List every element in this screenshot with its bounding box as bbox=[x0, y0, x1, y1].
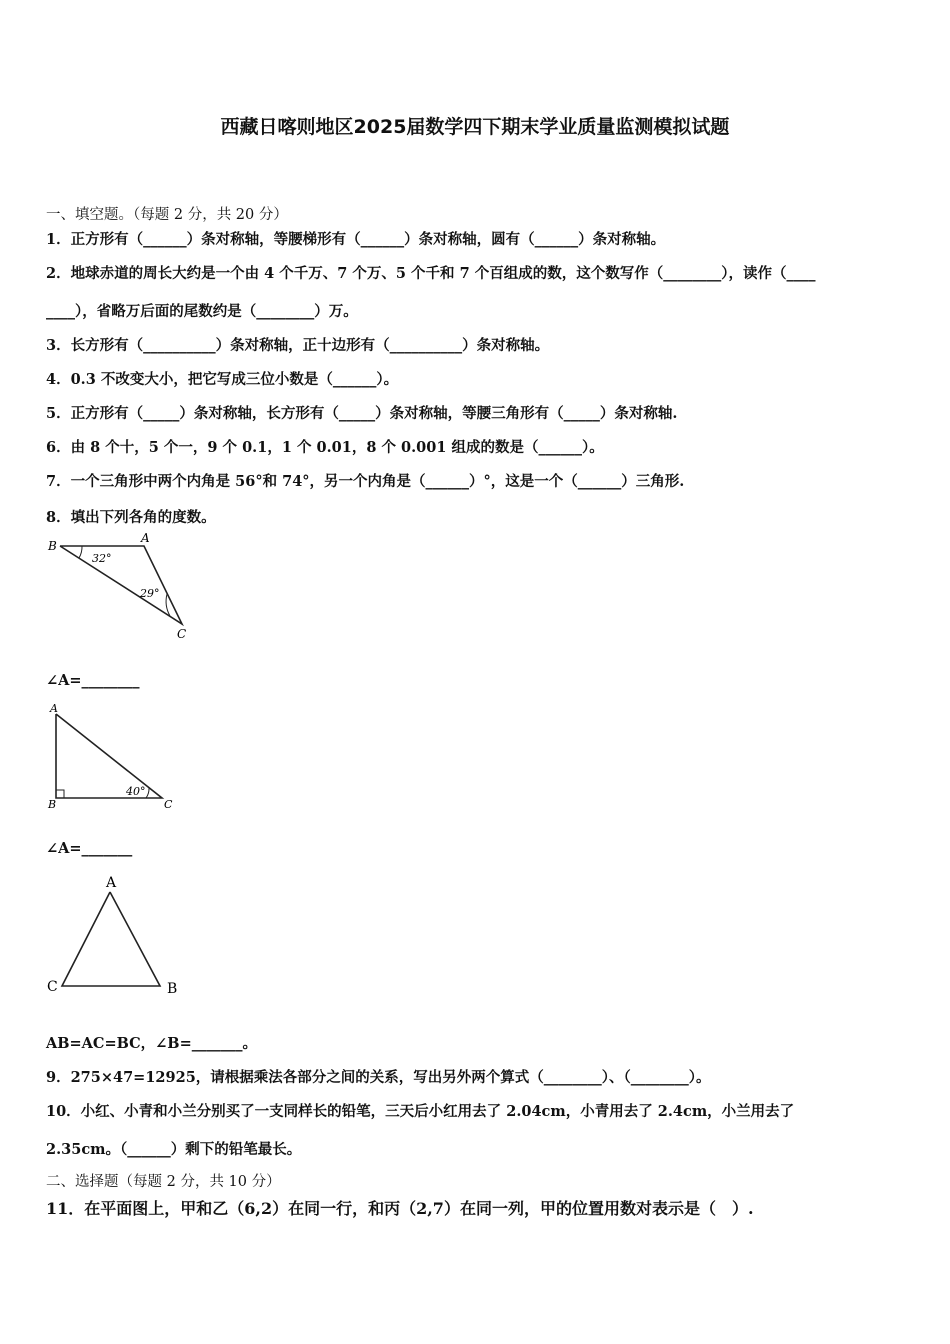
page-title: 西藏日喀则地区2025届数学四下期末学业质量监测模拟试题 bbox=[220, 116, 730, 138]
question-4: 4．0.3 不改变大小，把它写成三位小数是（______）。 bbox=[46, 371, 399, 388]
vertex-label-c: C bbox=[177, 627, 187, 641]
answer-angle-a-1: ∠A=________ bbox=[46, 672, 140, 689]
angle-label-b: 32° bbox=[92, 552, 112, 565]
triangle-figure-1 bbox=[44, 532, 204, 644]
section-heading-fill-blank: 一、填空题。（每题 2 分，共 20 分） bbox=[46, 207, 288, 223]
vertex-label-b: B bbox=[167, 981, 178, 997]
question-2-line-1: 2．地球赤道的周长大约是一个由 4 个千万、7 个万、5 个千和 7 个百组成的数，这个数写作（________），读作（____ bbox=[46, 265, 816, 282]
vertex-label-b: B bbox=[48, 798, 57, 811]
question-9: 9．275×47=12925，请根据乘法各部分之间的关系，写出另外两个算式（________）、（________）。 bbox=[46, 1069, 711, 1086]
question-10-line-2: 2.35cm。（______）剩下的铅笔最长。 bbox=[46, 1141, 302, 1158]
question-7: 7．一个三角形中两个内角是 56°和 74°，另一个内角是（______）°，这是一个（______）三角形. bbox=[46, 473, 685, 490]
section-heading-choice: 二、选择题（每题 2 分，共 10 分） bbox=[46, 1174, 281, 1190]
vertex-label-b: B bbox=[48, 539, 57, 553]
vertex-label-a: A bbox=[106, 875, 117, 891]
answer-angle-a-2: ∠A=_______ bbox=[46, 840, 133, 857]
triangle-figure-2 bbox=[44, 700, 184, 812]
vertex-label-a: A bbox=[141, 532, 150, 545]
question-2-line-2: ____），省略万后面的尾数约是（________）万。 bbox=[46, 303, 358, 320]
answer-angle-b-3: AB=AC=BC，∠B=_______。 bbox=[46, 1035, 257, 1052]
question-6: 6．由 8 个十，5 个一，9 个 0.1，1 个 0.01，8 个 0.001 组成的数是（______）。 bbox=[46, 439, 604, 456]
question-3: 3．长方形有（__________）条对称轴，正十边形有（__________）条对称轴。 bbox=[46, 337, 550, 354]
question-8: 8．填出下列各角的度数。 bbox=[46, 509, 216, 526]
question-10-line-1: 10．小红、小青和小兰分别买了一支同样长的铅笔，三天后小红用去了 2.04cm，小青用去了 2.4cm，小兰用去了 bbox=[46, 1103, 795, 1120]
triangle-figure-3 bbox=[44, 870, 194, 1000]
vertex-label-c: C bbox=[47, 979, 58, 995]
vertex-label-a: A bbox=[50, 702, 58, 715]
question-5: 5．正方形有（_____）条对称轴，长方形有（_____）条对称轴，等腰三角形有（_____）条对称轴. bbox=[46, 405, 678, 422]
question-1: 1．正方形有（______）条对称轴，等腰梯形有（______）条对称轴，圆有（______）条对称轴。 bbox=[46, 231, 666, 248]
angle-label-c: 29° bbox=[140, 587, 160, 600]
vertex-label-c: C bbox=[164, 798, 173, 811]
question-11: 11．在平面图上，甲和乙（6,2）在同一行，和丙（2,7）在同一列，甲的位置用数对表示是（ ）. bbox=[46, 1199, 754, 1218]
angle-label-c: 40° bbox=[126, 785, 146, 798]
